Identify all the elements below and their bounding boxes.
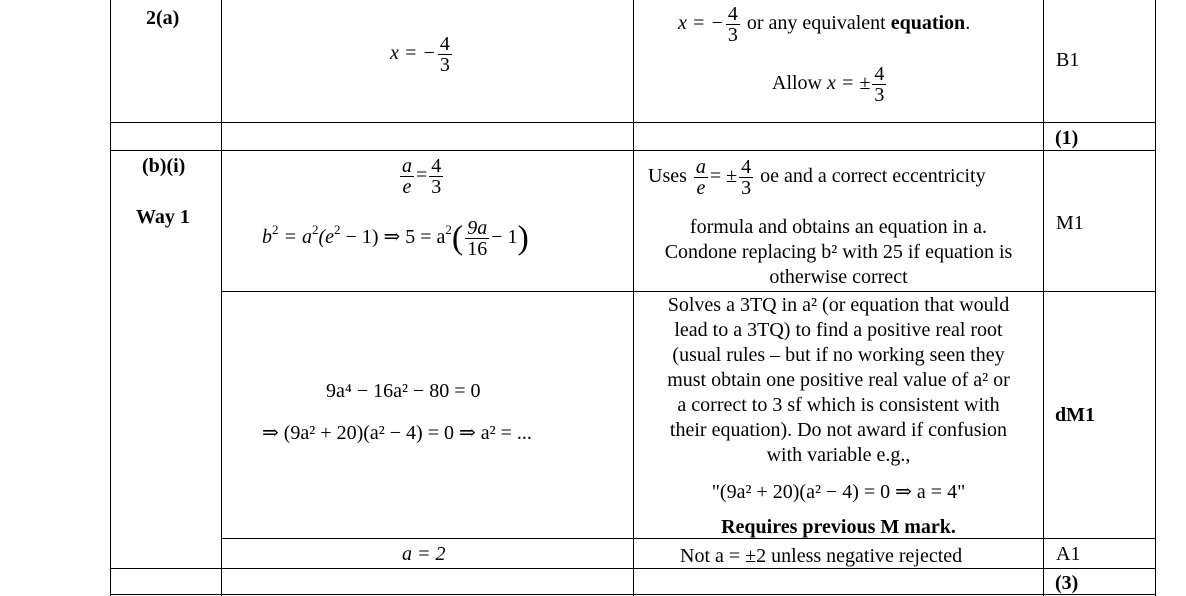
mark-dm1: dM1 [1055,404,1095,426]
row-line-b [110,150,1156,151]
answer-2a: x = − $\frac{4}{3}$ [390,33,450,76]
dm1-note-line: Solves a 3TQ in a² (or equation that would [667,294,1010,316]
col-line-4 [1155,0,1156,596]
dm1-note-line: a correct to 3 sf which is consistent with [677,394,1000,416]
row-line-c [221,291,1156,292]
total-2bi: (3) [1055,572,1079,594]
dm1-note-line: (usual rules – but if no working seen they [672,344,1005,366]
col-line-3 [1043,0,1044,596]
col-line-0 [110,0,111,596]
row-line-f [110,594,1156,595]
dm1-eq2: ⇒ (9a² + 20)(a² − 4) = 0 ⇒ a² = ... [262,422,532,444]
dm1-note-line: Requires previous M mark. [721,516,956,538]
working-eq2: $b^2 = a^2(e^2 - 1)$ ⇒ $5 = a^2$( $\frac{9a}{16}$ − 1) [262,217,529,260]
col-line-1 [221,0,222,596]
dm1-eq1: 9a⁴ − 16a² − 80 = 0 [326,380,481,402]
mark-a1: A1 [1056,543,1081,565]
row-line-a [110,122,1156,123]
m1-uses-line: Uses $\frac{a}{e}$ = ± $\frac{4}{3}$ oe and a correct eccentricity [648,156,986,199]
dm1-note-line: lead to a 3TQ) to find a positive real root [674,319,1003,341]
dm1-note-line: their equation). Do not award if confusion [669,419,1008,441]
row-line-e [110,568,1156,569]
mark-b1: B1 [1056,49,1080,71]
a1-note: Not a = ±2 unless negative rejected [680,545,963,567]
working-eq1: $\frac{a}{e}$ = $\frac{4}{3}$ [402,155,442,198]
m1-note-line: Condone replacing b² with 25 if equation is [664,241,1013,263]
total-2a: (1) [1055,127,1079,149]
a1-answer: a = 2 [402,543,446,565]
notes-2a-line1: x = − $\frac{4}{3}$ or any equivalent equation. [678,3,971,46]
row-line-d [221,538,1156,539]
notes-2a-allow: Allow x = ± $\frac{4}{3}$ [772,63,885,106]
dm1-note-line: with variable e.g., [766,444,911,466]
dm1-note-line: must obtain one positive real value of a² or [667,369,1010,391]
col-line-2 [633,0,634,596]
question-label-2bi: (b)(i) [142,155,186,177]
mark-m1: M1 [1056,212,1084,234]
m1-note-line: formula and obtains an equation in a. [689,216,988,238]
way-label: Way 1 [136,206,190,228]
question-label-2a: 2(a) [146,7,180,29]
m1-notes [636,215,1041,290]
dm1-notes [636,293,1041,538]
dm1-note-line: "(9a² + 20)(a² − 4) = 0 ⇒ a = 4" [711,481,966,503]
m1-note-line: otherwise correct [769,266,908,288]
